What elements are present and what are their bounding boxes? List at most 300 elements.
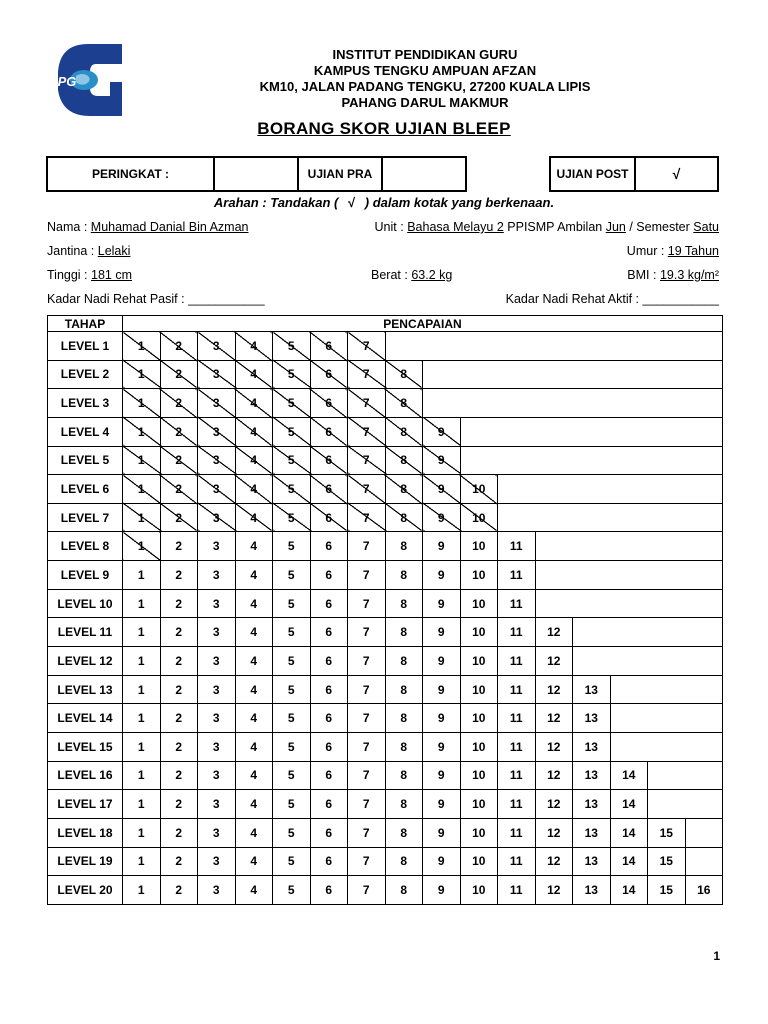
shuttle-cell-marked[interactable]: 5 — [273, 332, 311, 361]
empty-cell — [535, 561, 723, 590]
shuttle-cell[interactable]: 10 — [460, 732, 498, 761]
shuttle-cell[interactable]: 9 — [423, 532, 461, 561]
shuttle-cell[interactable]: 11 — [498, 732, 536, 761]
ujian-post-checkbox[interactable]: √ — [634, 156, 719, 192]
shuttle-cell[interactable]: 7 — [348, 876, 386, 905]
shuttle-cell[interactable]: 15 — [648, 818, 686, 847]
shuttle-cell[interactable]: 4 — [235, 618, 273, 647]
shuttle-cell-marked[interactable]: 4 — [235, 360, 273, 389]
shuttle-cell-marked[interactable]: 7 — [348, 446, 386, 475]
shuttle-cell[interactable]: 14 — [610, 790, 648, 819]
level-label: LEVEL 16 — [48, 761, 123, 790]
shuttle-cell-marked[interactable]: 2 — [160, 446, 198, 475]
shuttle-cell[interactable]: 8 — [385, 761, 423, 790]
shuttle-cell-marked[interactable]: 1 — [123, 446, 161, 475]
shuttle-cell[interactable]: 1 — [123, 675, 161, 704]
shuttle-cell-marked[interactable]: 5 — [273, 360, 311, 389]
shuttle-cell[interactable]: 1 — [123, 589, 161, 618]
shuttle-cell-marked[interactable]: 2 — [160, 503, 198, 532]
shuttle-cell[interactable]: 12 — [535, 618, 573, 647]
level-label: LEVEL 2 — [48, 360, 123, 389]
shuttle-cell[interactable]: 6 — [310, 818, 348, 847]
nama-row — [47, 220, 249, 234]
shuttle-cell[interactable]: 5 — [273, 618, 311, 647]
shuttle-cell[interactable]: 8 — [385, 818, 423, 847]
ujian-pra-checkbox[interactable] — [381, 156, 467, 192]
shuttle-cell[interactable]: 11 — [498, 589, 536, 618]
shuttle-cell[interactable]: 8 — [385, 790, 423, 819]
shuttle-cell[interactable]: 5 — [273, 761, 311, 790]
shuttle-cell-marked[interactable]: 1 — [123, 417, 161, 446]
shuttle-cell[interactable]: 3 — [198, 704, 236, 733]
institution-line: PAHANG DARUL MAKMUR — [341, 95, 509, 110]
shuttle-cell[interactable]: 4 — [235, 647, 273, 676]
institution-header — [180, 47, 670, 111]
jantina-label: Jantina : — [47, 244, 95, 258]
empty-cell — [385, 332, 723, 361]
shuttle-cell-marked[interactable]: 4 — [235, 475, 273, 504]
shuttle-cell-marked[interactable]: 3 — [198, 446, 236, 475]
shuttle-cell[interactable]: 14 — [610, 847, 648, 876]
shuttle-cell[interactable]: 13 — [573, 790, 611, 819]
check-mark-icon: √ — [348, 195, 356, 210]
shuttle-cell[interactable]: 2 — [160, 761, 198, 790]
institution-line: KAMPUS TENGKU AMPUAN AFZAN — [313, 63, 537, 78]
ujian-pra-label: UJIAN PRA — [297, 156, 383, 192]
shuttle-cell[interactable]: 5 — [273, 532, 311, 561]
level-row — [48, 704, 723, 733]
shuttle-cell[interactable]: 10 — [460, 532, 498, 561]
shuttle-cell[interactable]: 11 — [498, 618, 536, 647]
peringkat-label: PERINGKAT : — [46, 156, 215, 192]
shuttle-cell[interactable]: 2 — [160, 704, 198, 733]
shuttle-cell[interactable]: 1 — [123, 704, 161, 733]
shuttle-cell[interactable]: 9 — [423, 704, 461, 733]
shuttle-cell[interactable]: 5 — [273, 847, 311, 876]
level-row — [48, 618, 723, 647]
shuttle-cell[interactable]: 2 — [160, 876, 198, 905]
shuttle-cell[interactable]: 13 — [573, 876, 611, 905]
shuttle-cell-marked[interactable]: 8 — [385, 475, 423, 504]
shuttle-cell[interactable]: 3 — [198, 818, 236, 847]
shuttle-cell[interactable]: 1 — [123, 732, 161, 761]
shuttle-cell[interactable]: 3 — [198, 618, 236, 647]
shuttle-cell-marked[interactable]: 9 — [423, 475, 461, 504]
shuttle-cell[interactable]: 4 — [235, 561, 273, 590]
shuttle-cell-marked[interactable]: 3 — [198, 475, 236, 504]
shuttle-cell-marked[interactable]: 2 — [160, 475, 198, 504]
level-row — [48, 475, 723, 504]
shuttle-cell-marked[interactable]: 7 — [348, 389, 386, 418]
shuttle-cell-marked[interactable]: 6 — [310, 332, 348, 361]
shuttle-cell[interactable]: 10 — [460, 818, 498, 847]
shuttle-cell[interactable]: 6 — [310, 704, 348, 733]
shuttle-cell[interactable]: 2 — [160, 818, 198, 847]
shuttle-cell[interactable]: 5 — [273, 675, 311, 704]
shuttle-cell[interactable]: 12 — [535, 732, 573, 761]
nadi-aktif-field[interactable]: ___________ — [642, 292, 719, 306]
shuttle-cell[interactable]: 6 — [310, 790, 348, 819]
empty-cell — [610, 704, 723, 733]
shuttle-cell[interactable]: 8 — [385, 704, 423, 733]
berat-row — [371, 268, 452, 282]
shuttle-cell-marked[interactable]: 5 — [273, 503, 311, 532]
shuttle-cell[interactable]: 4 — [235, 790, 273, 819]
shuttle-cell[interactable]: 9 — [423, 561, 461, 590]
shuttle-cell[interactable]: 3 — [198, 561, 236, 590]
shuttle-cell[interactable]: 5 — [273, 818, 311, 847]
shuttle-cell-marked[interactable]: 4 — [235, 503, 273, 532]
shuttle-cell[interactable]: 11 — [498, 704, 536, 733]
shuttle-cell[interactable]: 2 — [160, 618, 198, 647]
shuttle-cell[interactable]: 7 — [348, 561, 386, 590]
shuttle-cell-marked[interactable]: 6 — [310, 417, 348, 446]
shuttle-cell-marked[interactable]: 8 — [385, 389, 423, 418]
shuttle-cell[interactable]: 6 — [310, 589, 348, 618]
empty-cell — [573, 618, 723, 647]
instruction-suffix: ) dalam kotak yang berkenaan. — [364, 195, 555, 210]
shuttle-cell[interactable]: 6 — [310, 561, 348, 590]
shuttle-cell-marked[interactable]: 7 — [348, 360, 386, 389]
shuttle-cell[interactable]: 7 — [348, 675, 386, 704]
shuttle-cell[interactable]: 13 — [573, 704, 611, 733]
shuttle-cell[interactable]: 3 — [198, 876, 236, 905]
shuttle-cell-marked[interactable]: 1 — [123, 475, 161, 504]
shuttle-cell-marked[interactable]: 8 — [385, 417, 423, 446]
shuttle-cell[interactable]: 8 — [385, 847, 423, 876]
shuttle-cell[interactable]: 4 — [235, 589, 273, 618]
ujian-post-label: UJIAN POST — [549, 156, 636, 192]
empty-cell — [423, 360, 723, 389]
shuttle-cell[interactable]: 9 — [423, 876, 461, 905]
level-label: LEVEL 1 — [48, 332, 123, 361]
level-label: LEVEL 15 — [48, 732, 123, 761]
shuttle-cell[interactable]: 7 — [348, 790, 386, 819]
shuttle-cell-marked[interactable]: 4 — [235, 446, 273, 475]
shuttle-cell[interactable]: 10 — [460, 647, 498, 676]
shuttle-cell[interactable]: 12 — [535, 675, 573, 704]
shuttle-cell[interactable]: 4 — [235, 876, 273, 905]
semester-label: / Semester — [629, 220, 690, 234]
level-label: LEVEL 7 — [48, 503, 123, 532]
shuttle-cell[interactable]: 5 — [273, 561, 311, 590]
berat-label: Berat : — [371, 268, 408, 282]
shuttle-cell-marked[interactable]: 6 — [310, 475, 348, 504]
shuttle-cell[interactable]: 7 — [348, 818, 386, 847]
umur-row — [627, 244, 719, 258]
level-label: LEVEL 17 — [48, 790, 123, 819]
shuttle-cell[interactable]: 6 — [310, 675, 348, 704]
shuttle-cell[interactable]: 10 — [460, 876, 498, 905]
shuttle-cell[interactable]: 11 — [498, 790, 536, 819]
page-number: 1 — [713, 949, 720, 963]
shuttle-cell[interactable]: 10 — [460, 561, 498, 590]
level-row — [48, 761, 723, 790]
shuttle-cell[interactable]: 12 — [535, 818, 573, 847]
shuttle-cell[interactable]: 7 — [348, 589, 386, 618]
shuttle-cell-marked[interactable]: 6 — [310, 360, 348, 389]
shuttle-cell-marked[interactable]: 3 — [198, 360, 236, 389]
shuttle-cell-marked[interactable]: 10 — [460, 475, 498, 504]
shuttle-cell-marked[interactable]: 3 — [198, 389, 236, 418]
level-row — [48, 503, 723, 532]
shuttle-cell[interactable]: 12 — [535, 647, 573, 676]
tahap-header: TAHAP — [48, 316, 123, 332]
shuttle-cell[interactable]: 1 — [123, 876, 161, 905]
shuttle-cell[interactable]: 1 — [123, 761, 161, 790]
shuttle-cell-marked[interactable]: 9 — [423, 446, 461, 475]
shuttle-cell-marked[interactable]: 4 — [235, 417, 273, 446]
shuttle-cell[interactable]: 6 — [310, 761, 348, 790]
shuttle-cell[interactable]: 5 — [273, 704, 311, 733]
unit-row — [375, 220, 719, 234]
bmi-row — [627, 268, 719, 282]
shuttle-cell[interactable]: 11 — [498, 761, 536, 790]
shuttle-cell-marked[interactable]: 3 — [198, 332, 236, 361]
level-row — [48, 360, 723, 389]
nadi-pasif-label: Kadar Nadi Rehat Pasif : — [47, 292, 185, 306]
shuttle-cell[interactable]: 3 — [198, 647, 236, 676]
shuttle-cell-marked[interactable]: 2 — [160, 332, 198, 361]
shuttle-cell[interactable]: 4 — [235, 818, 273, 847]
shuttle-cell[interactable]: 4 — [235, 761, 273, 790]
shuttle-cell-marked[interactable]: 1 — [123, 389, 161, 418]
shuttle-cell[interactable]: 5 — [273, 876, 311, 905]
shuttle-cell[interactable]: 12 — [535, 761, 573, 790]
shuttle-cell[interactable]: 7 — [348, 532, 386, 561]
shuttle-cell-marked[interactable]: 2 — [160, 389, 198, 418]
shuttle-cell[interactable]: 3 — [198, 532, 236, 561]
shuttle-cell-marked[interactable]: 1 — [123, 532, 161, 561]
shuttle-cell[interactable]: 6 — [310, 876, 348, 905]
shuttle-cell[interactable]: 5 — [273, 732, 311, 761]
shuttle-cell[interactable]: 2 — [160, 675, 198, 704]
shuttle-cell-marked[interactable]: 5 — [273, 417, 311, 446]
shuttle-cell[interactable]: 2 — [160, 790, 198, 819]
shuttle-cell[interactable]: 4 — [235, 704, 273, 733]
level-label: LEVEL 9 — [48, 561, 123, 590]
shuttle-cell-marked[interactable]: 1 — [123, 503, 161, 532]
level-label: LEVEL 3 — [48, 389, 123, 418]
tinggi-value: 181 cm — [91, 268, 133, 282]
shuttle-cell[interactable]: 3 — [198, 675, 236, 704]
shuttle-cell-marked[interactable]: 8 — [385, 360, 423, 389]
shuttle-cell[interactable]: 2 — [160, 589, 198, 618]
shuttle-cell[interactable]: 7 — [348, 847, 386, 876]
level-label: LEVEL 14 — [48, 704, 123, 733]
shuttle-cell[interactable]: 6 — [310, 647, 348, 676]
shuttle-cell[interactable]: 2 — [160, 532, 198, 561]
level-row — [48, 847, 723, 876]
shuttle-cell[interactable]: 1 — [123, 618, 161, 647]
shuttle-cell-marked[interactable]: 2 — [160, 360, 198, 389]
shuttle-cell[interactable]: 12 — [535, 876, 573, 905]
shuttle-cell[interactable]: 13 — [573, 761, 611, 790]
shuttle-cell[interactable]: 13 — [573, 818, 611, 847]
shuttle-cell[interactable]: 1 — [123, 561, 161, 590]
shuttle-cell[interactable]: 11 — [498, 876, 536, 905]
shuttle-cell-marked[interactable]: 6 — [310, 503, 348, 532]
shuttle-cell[interactable]: 10 — [460, 847, 498, 876]
shuttle-cell[interactable]: 14 — [610, 818, 648, 847]
shuttle-cell[interactable]: 2 — [160, 732, 198, 761]
shuttle-cell[interactable]: 13 — [573, 847, 611, 876]
shuttle-cell[interactable]: 8 — [385, 589, 423, 618]
shuttle-cell[interactable]: 5 — [273, 790, 311, 819]
nadi-pasif-field[interactable]: ___________ — [188, 292, 265, 306]
shuttle-cell[interactable]: 6 — [310, 847, 348, 876]
shuttle-cell[interactable]: 8 — [385, 532, 423, 561]
shuttle-cell-marked[interactable]: 1 — [123, 360, 161, 389]
shuttle-cell[interactable]: 11 — [498, 675, 536, 704]
shuttle-cell[interactable]: 16 — [685, 876, 723, 905]
instruction — [0, 195, 768, 210]
shuttle-cell-marked[interactable]: 6 — [310, 389, 348, 418]
shuttle-cell[interactable]: 10 — [460, 761, 498, 790]
shuttle-cell-marked[interactable]: 5 — [273, 446, 311, 475]
empty-cell — [610, 675, 723, 704]
shuttle-cell[interactable]: 4 — [235, 732, 273, 761]
shuttle-cell[interactable]: 13 — [573, 732, 611, 761]
shuttle-cell[interactable]: 11 — [498, 847, 536, 876]
shuttle-cell[interactable]: 9 — [423, 675, 461, 704]
shuttle-cell[interactable]: 9 — [423, 618, 461, 647]
shuttle-cell[interactable]: 6 — [310, 618, 348, 647]
shuttle-cell[interactable]: 11 — [498, 532, 536, 561]
shuttle-cell[interactable]: 1 — [123, 818, 161, 847]
shuttle-cell[interactable]: 4 — [235, 847, 273, 876]
empty-cell — [498, 503, 723, 532]
shuttle-cell[interactable]: 13 — [573, 675, 611, 704]
shuttle-cell[interactable]: 1 — [123, 647, 161, 676]
form-title: BORANG SKOR UJIAN BLEEP — [257, 119, 511, 138]
shuttle-cell-marked[interactable]: 7 — [348, 332, 386, 361]
tinggi-label: Tinggi : — [47, 268, 88, 282]
shuttle-cell[interactable]: 7 — [348, 704, 386, 733]
peringkat-checkbox[interactable] — [213, 156, 299, 192]
shuttle-cell-marked[interactable]: 4 — [235, 389, 273, 418]
shuttle-cell[interactable]: 9 — [423, 847, 461, 876]
shuttle-cell[interactable]: 7 — [348, 732, 386, 761]
shuttle-cell-marked[interactable]: 7 — [348, 475, 386, 504]
shuttle-cell[interactable]: 3 — [198, 761, 236, 790]
shuttle-cell[interactable]: 11 — [498, 818, 536, 847]
shuttle-cell[interactable]: 5 — [273, 589, 311, 618]
shuttle-cell[interactable]: 3 — [198, 847, 236, 876]
level-row — [48, 589, 723, 618]
shuttle-cell[interactable]: 8 — [385, 647, 423, 676]
instruction-prefix: Arahan : Tandakan ( — [213, 195, 339, 210]
shuttle-cell[interactable]: 10 — [460, 589, 498, 618]
shuttle-cell-marked[interactable]: 9 — [423, 503, 461, 532]
shuttle-cell[interactable]: 10 — [460, 675, 498, 704]
program-text: PPISMP Ambilan — [507, 220, 603, 234]
shuttle-cell[interactable]: 15 — [648, 847, 686, 876]
shuttle-cell-marked[interactable]: 10 — [460, 503, 498, 532]
level-row — [48, 876, 723, 905]
shuttle-cell[interactable]: 3 — [198, 732, 236, 761]
shuttle-cell-marked[interactable]: 6 — [310, 446, 348, 475]
shuttle-cell-marked[interactable]: 7 — [348, 503, 386, 532]
shuttle-cell[interactable]: 8 — [385, 618, 423, 647]
shuttle-cell-marked[interactable]: 1 — [123, 332, 161, 361]
shuttle-cell[interactable]: 8 — [385, 675, 423, 704]
level-row — [48, 790, 723, 819]
level-label: LEVEL 5 — [48, 446, 123, 475]
shuttle-cell[interactable]: 12 — [535, 790, 573, 819]
nadi-aktif-label: Kadar Nadi Rehat Aktif : — [505, 292, 640, 306]
shuttle-cell[interactable]: 8 — [385, 561, 423, 590]
shuttle-cell-marked[interactable]: 3 — [198, 417, 236, 446]
shuttle-cell[interactable]: 8 — [385, 732, 423, 761]
shuttle-cell[interactable]: 9 — [423, 732, 461, 761]
shuttle-cell-marked[interactable]: 5 — [273, 475, 311, 504]
shuttle-cell[interactable]: 6 — [310, 532, 348, 561]
jantina-value: Lelaki — [97, 244, 131, 258]
shuttle-cell[interactable]: 7 — [348, 647, 386, 676]
shuttle-cell[interactable]: 5 — [273, 647, 311, 676]
shuttle-cell[interactable]: 2 — [160, 847, 198, 876]
shuttle-cell-marked[interactable]: 3 — [198, 503, 236, 532]
shuttle-cell[interactable]: 7 — [348, 761, 386, 790]
shuttle-cell[interactable]: 3 — [198, 589, 236, 618]
shuttle-cell[interactable]: 4 — [235, 675, 273, 704]
shuttle-cell[interactable]: 9 — [423, 790, 461, 819]
shuttle-cell[interactable]: 8 — [385, 876, 423, 905]
shuttle-cell[interactable]: 6 — [310, 732, 348, 761]
level-row — [48, 675, 723, 704]
shuttle-cell[interactable]: 1 — [123, 790, 161, 819]
shuttle-cell[interactable]: 14 — [610, 761, 648, 790]
shuttle-cell[interactable]: 11 — [498, 561, 536, 590]
shuttle-cell[interactable]: 1 — [123, 847, 161, 876]
shuttle-cell-marked[interactable]: 8 — [385, 503, 423, 532]
shuttle-cell-marked[interactable]: 8 — [385, 446, 423, 475]
shuttle-cell[interactable]: 2 — [160, 561, 198, 590]
shuttle-cell-marked[interactable]: 9 — [423, 417, 461, 446]
level-label: LEVEL 6 — [48, 475, 123, 504]
shuttle-cell-marked[interactable]: 4 — [235, 332, 273, 361]
shuttle-cell[interactable]: 9 — [423, 647, 461, 676]
shuttle-cell[interactable]: 9 — [423, 589, 461, 618]
shuttle-cell-marked[interactable]: 2 — [160, 417, 198, 446]
pencapaian-header: PENCAPAIAN — [123, 316, 723, 332]
nama-value: Muhamad Danial Bin Azman — [90, 220, 249, 234]
shuttle-cell[interactable]: 4 — [235, 532, 273, 561]
shuttle-cell[interactable]: 3 — [198, 790, 236, 819]
shuttle-cell[interactable]: 15 — [648, 876, 686, 905]
shuttle-cell-marked[interactable]: 5 — [273, 389, 311, 418]
umur-label: Umur : — [626, 244, 665, 258]
shuttle-cell[interactable]: 14 — [610, 876, 648, 905]
shuttle-cell[interactable]: 12 — [535, 847, 573, 876]
bmi-value: 19.3 kg/m² — [659, 268, 719, 282]
shuttle-cell[interactable]: 7 — [348, 618, 386, 647]
shuttle-cell[interactable]: 10 — [460, 790, 498, 819]
shuttle-cell[interactable]: 9 — [423, 818, 461, 847]
shuttle-cell-marked[interactable]: 7 — [348, 417, 386, 446]
level-label: LEVEL 4 — [48, 417, 123, 446]
shuttle-cell[interactable]: 9 — [423, 761, 461, 790]
shuttle-cell[interactable]: 10 — [460, 704, 498, 733]
shuttle-cell[interactable]: 2 — [160, 647, 198, 676]
shuttle-cell[interactable]: 11 — [498, 647, 536, 676]
shuttle-cell[interactable]: 12 — [535, 704, 573, 733]
empty-cell — [685, 818, 723, 847]
institution-line: KM10, JALAN PADANG TENGKU, 27200 KUALA LIPIS — [259, 79, 591, 94]
level-label: LEVEL 20 — [48, 876, 123, 905]
shuttle-cell[interactable]: 10 — [460, 618, 498, 647]
